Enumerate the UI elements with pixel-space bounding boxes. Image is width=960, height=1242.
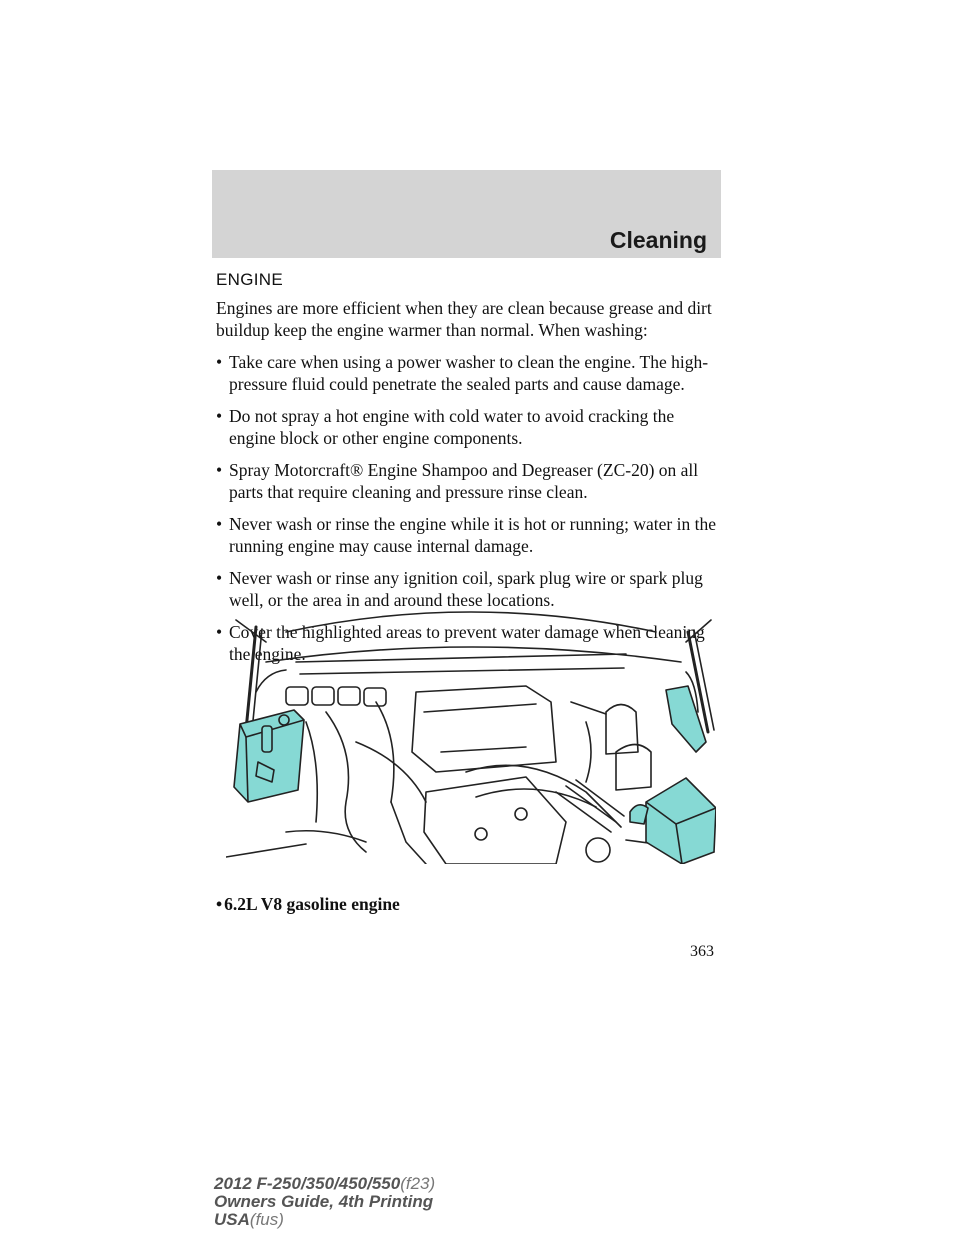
list-item: • Take care when using a power washer to clean the engine. The high-pressure fluid could penetrate the sealed parts and cause damage. bbox=[216, 352, 709, 394]
footer-edition: Owners Guide, 4th Printing bbox=[214, 1192, 434, 1211]
highlighted-fuse-box bbox=[630, 778, 716, 864]
list-item: • Cover the highlighted areas to prevent water damage when cleaning the engine. bbox=[216, 622, 705, 664]
list-item: • Never wash or rinse any ignition coil, spark plug wire or spark plug well, or the area in and around these locations. bbox=[216, 568, 703, 610]
footer-model: 2012 F-250/350/450/550 bbox=[214, 1174, 401, 1193]
list-item: • Do not spray a hot engine with cold water to avoid cracking the engine block or other engine components. bbox=[216, 406, 675, 448]
intro-paragraph: Engines are more efficient when they are clean because grease and dirt buildup keep the engine warmer than normal. When washing: bbox=[216, 298, 712, 340]
bullet-icon: • bbox=[216, 568, 223, 588]
document-footer bbox=[214, 1175, 435, 1229]
page-number: 363 bbox=[690, 943, 714, 960]
bullet-icon: • bbox=[216, 352, 223, 372]
bullet-icon: • bbox=[216, 514, 223, 534]
footer-market: USA bbox=[214, 1210, 250, 1229]
bullet-icon: • bbox=[216, 460, 223, 480]
engine-compartment-illustration bbox=[226, 602, 716, 864]
highlighted-battery bbox=[234, 710, 304, 802]
section-header-band bbox=[212, 170, 721, 258]
bullet-icon: • bbox=[216, 894, 223, 914]
figure-caption: • 6.2L V8 gasoline engine bbox=[216, 894, 400, 914]
bullet-icon: • bbox=[216, 406, 223, 426]
list-item: • Never wash or rinse the engine while it is hot or running; water in the running engine may cause internal damage. bbox=[216, 514, 716, 556]
footer-model-code: (f23) bbox=[400, 1174, 436, 1193]
section-heading: ENGINE bbox=[216, 270, 283, 289]
list-item: • Spray Motorcraft® Engine Shampoo and Degreaser (ZC-20) on all parts that require cleaning and pressure rinse clean. bbox=[216, 460, 699, 502]
footer-market-code: (fus) bbox=[249, 1210, 284, 1229]
bullet-icon: • bbox=[216, 622, 223, 642]
section-title: Cleaning bbox=[609, 227, 707, 253]
